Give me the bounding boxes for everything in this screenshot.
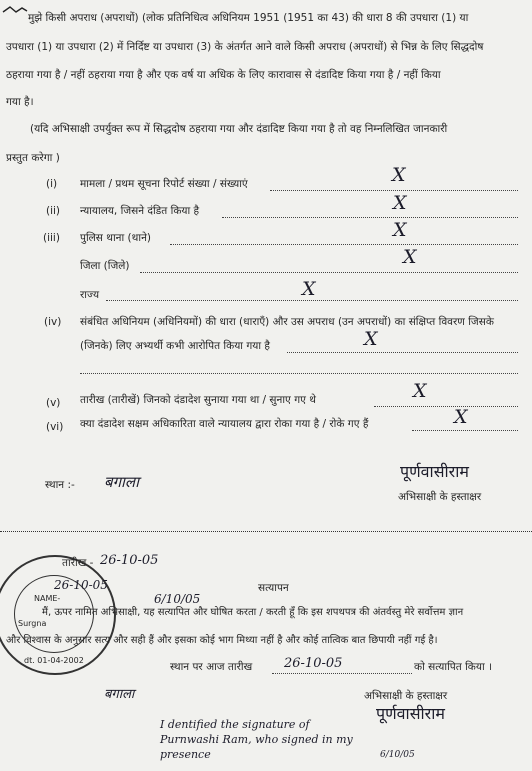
item-iv-number: (iv) (44, 316, 62, 328)
verification-date-line (272, 673, 412, 674)
bottom-signature-caption: अभिसाक्षी के हस्ताक्षर (364, 690, 448, 702)
item-iv-line-b (80, 373, 518, 374)
item-v-line (374, 406, 518, 407)
stamp-initials: 6/10/05 (154, 592, 201, 606)
verification-line-3-date: 26-10-05 (284, 656, 343, 671)
intro-line-1: मुझे किसी अपराध (अपराधों) (लोक प्रतिनिधित्व अधिनियम 1951 (1951 का 43) की धारा 8 की उपधारा (1) या (28, 12, 469, 24)
item-iv-line-1: संबंधित अधिनियम (अधिनियमों) की धारा (धाराएँ) और उस अपराध (उन अपराधों) का संक्षिप्त विवरण जिसके (80, 316, 494, 328)
item-v-label: तारीख (तारीखें) जिनको दंडादेश सुनाया गया था / सुनाए गए थे (80, 394, 316, 406)
stamp-date: dt. 01-04-2002 (24, 656, 84, 665)
bottom-deponent-signature: पूर्णवासीराम (376, 704, 445, 723)
stamp-mid: Surgna (18, 619, 47, 628)
place-value: बगाला (104, 473, 139, 491)
verification-date-value: 26-10-05 (100, 553, 159, 568)
pen-scribble (2, 4, 28, 16)
item-ii-number: (ii) (46, 205, 61, 217)
item-iv-mark: X (364, 328, 378, 350)
item-vi-mark: X (454, 406, 468, 428)
state-label: राज्य (80, 289, 100, 301)
identification-line-4: 6/10/05 (380, 750, 415, 760)
item-ii-line (222, 217, 518, 218)
section-divider (0, 531, 532, 532)
item-ii-mark: X (393, 192, 407, 214)
identification-line-2: Purnwashi Ram, who signed in my (160, 733, 353, 746)
identification-line-1: I dentified the signature of (160, 718, 310, 731)
intro-line-2: उपधारा (1) या उपधारा (2) में निर्दिष्ट या उपधारा (3) के अंतर्गत आने वाले किसी अपराध (अपराधों) से भिन्न के लिए सिद्धदोष (6, 41, 484, 53)
verification-line-2: और विश्वास के अनुसार सत्य और सही हैं और इसका कोई भाग मिथ्या नहीं है और कोई तात्विक बात छिपायी नहीं गई है। (6, 635, 438, 646)
signature-caption: अभिसाक्षी के हस्ताक्षर (398, 491, 482, 503)
item-iii-label: पुलिस थाना (थाने) (80, 232, 152, 244)
state-line (106, 300, 518, 301)
district-mark: X (403, 246, 417, 268)
verification-heading: सत्यापन (258, 582, 289, 594)
item-i-number: (i) (46, 178, 58, 190)
intro-line-4: गया है। (6, 96, 34, 108)
note-line-2: प्रस्तुत करेगा ) (6, 152, 60, 164)
verification-line-1: मैं, ऊपर नामित अभिसाक्षी, यह सत्यापित और घोषित करता / करती हूँ कि इस शपथपत्र की अंतर्वस्तु मेरे सर्वोत्तम ज्ञान (42, 607, 464, 618)
verification-line-3-pre: स्थान पर आज तारीख (170, 661, 253, 673)
verification-place: बगाला (104, 687, 135, 702)
item-iv-line-a (287, 352, 518, 353)
verification-date-label: तारीख - (62, 557, 94, 569)
item-iii-number: (iii) (43, 232, 60, 244)
stamp-name: NAME- (34, 594, 61, 603)
item-v-mark: X (413, 380, 427, 402)
deponent-signature: पूर्णवासीराम (400, 462, 469, 481)
item-i-mark: X (392, 164, 406, 186)
item-i-label: मामला / प्रथम सूचना रिपोर्ट संख्या / संख्याएं (80, 178, 248, 190)
item-vi-line (412, 430, 518, 431)
note-line-1: (यदि अभिसाक्षी उपर्युक्त रूप में सिद्धदोष ठहराया गया और दंडादिष्ट किया गया है तो वह निम्नलिखित जानकारी (30, 123, 448, 135)
item-iv-line-2: (जिनके) लिए अभ्यर्थी कभी आरोपित किया गया है (80, 340, 270, 352)
district-line (140, 272, 518, 273)
district-label: जिला (जिले) (80, 260, 130, 272)
item-vi-label: क्या दंडादेश सक्षम अधिकारिता वाले न्यायालय द्वारा रोका गया है / रोके गए हैं (80, 418, 369, 430)
place-label: स्थान :- (45, 479, 75, 491)
item-vi-number: (vi) (46, 421, 64, 433)
item-iii-mark: X (393, 219, 407, 241)
identification-line-3: presence (160, 748, 211, 761)
item-i-line (270, 190, 518, 191)
stamp-scribble: 26-10-05 (54, 578, 108, 592)
verification-line-3-post: को सत्यापित किया । (414, 661, 492, 673)
state-mark: X (302, 278, 316, 300)
item-iii-line (170, 244, 518, 245)
item-ii-label: न्यायालय, जिसने दंडित किया है (80, 205, 200, 217)
intro-line-3: ठहराया गया है / नहीं ठहराया गया है और एक वर्ष या अधिक के लिए कारावास से दंडादिष्ट किया गया है / नहीं किया (6, 69, 441, 81)
item-v-number: (v) (46, 397, 61, 409)
